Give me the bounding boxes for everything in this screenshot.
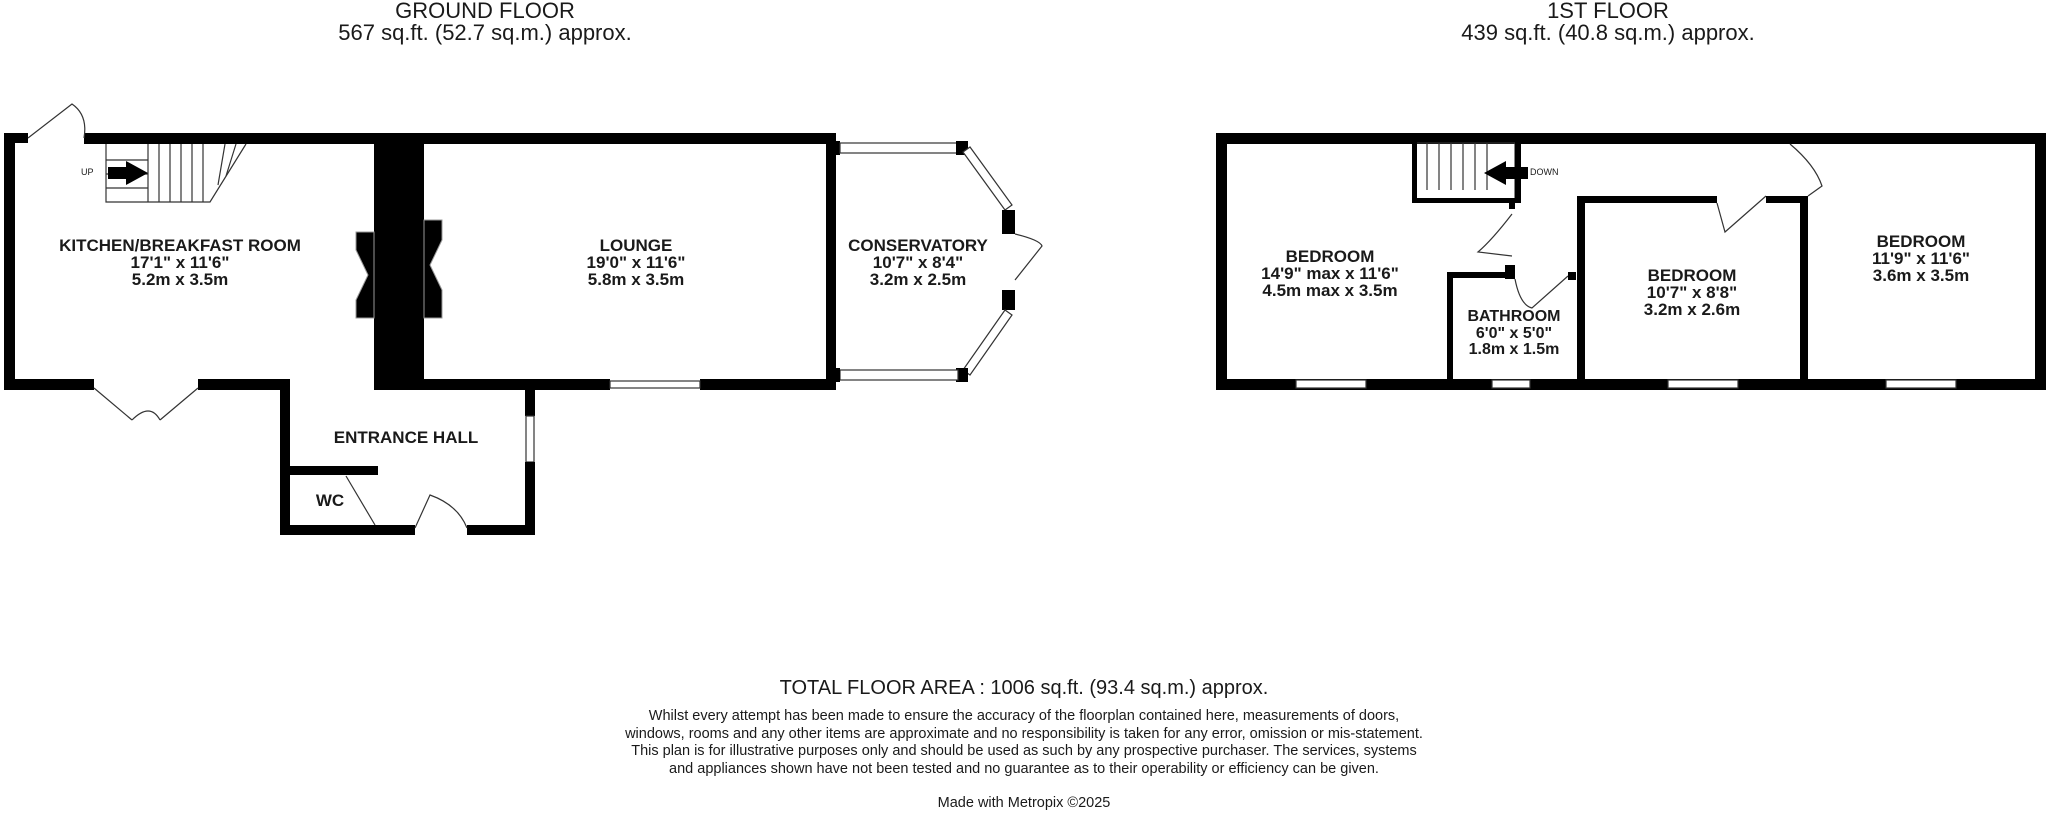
hall-wall <box>280 525 415 535</box>
wc-wall <box>280 466 378 475</box>
room-name: BEDROOM <box>1285 247 1375 266</box>
bathroom-wall <box>1505 265 1515 279</box>
bedroom-window <box>1296 380 1366 388</box>
first-floor-area: 439 sq.ft. (40.8 sq.m.) approx. <box>1461 20 1755 45</box>
room-name: ENTRANCE HALL <box>333 428 479 447</box>
room-imperial: 10'7" x 8'8" <box>1646 283 1738 302</box>
room-imperial: 17'1" x 11'6" <box>130 253 230 272</box>
ground-floor-plan <box>4 104 1042 535</box>
bedroom-wall <box>1577 196 1585 384</box>
hall-wall <box>525 462 535 535</box>
kitchen-wall <box>198 379 290 390</box>
bedroom-wall <box>1766 196 1802 203</box>
stairs-wall <box>1509 201 1515 209</box>
kitchen-wall <box>4 133 15 390</box>
lounge-wall <box>424 133 836 144</box>
total-floor-area: TOTAL FLOOR AREA : 1006 sq.ft. (93.4 sq.m.) approx. <box>779 677 1269 699</box>
room-entrance-hall-label <box>334 429 479 446</box>
bedroom-wall <box>1577 196 1717 203</box>
wc-door <box>346 476 375 525</box>
conservatory-door <box>1015 234 1042 280</box>
ground-floor-area: 567 sq.ft. (52.7 sq.m.) approx. <box>338 20 632 45</box>
conservatory-post <box>1002 290 1015 310</box>
kitchen-wall <box>84 133 374 144</box>
stairs-wall <box>1412 141 1417 203</box>
room-name: LOUNGE <box>599 236 673 255</box>
bedroom-window <box>1886 380 1956 388</box>
room-metric: 4.5m max x 3.5m <box>1262 281 1398 300</box>
room-bathroom-label <box>1467 309 1560 359</box>
outer-wall <box>1216 133 2045 144</box>
conservatory-window <box>840 370 958 380</box>
credit-text: Made with Metropix ©2025 <box>937 795 1111 811</box>
ground-floor-title: GROUND FLOOR <box>395 0 575 23</box>
room-imperial: 10'7" x 8'4" <box>872 253 964 272</box>
stairs-wall <box>1412 198 1521 203</box>
bedroom-door <box>1717 196 1766 232</box>
lounge-wall <box>826 133 836 390</box>
room-metric: 5.2m x 3.5m <box>131 270 229 289</box>
fireplace-right <box>424 220 442 318</box>
room-imperial: 11'9" x 11'6" <box>1872 249 1970 268</box>
bathroom-wall <box>1568 272 1576 280</box>
conservatory-window <box>840 143 958 153</box>
conservatory-post <box>826 368 840 382</box>
room-imperial: 14'9" max x 11'6" <box>1261 264 1399 283</box>
room-bedroom-3-label <box>1872 233 1970 284</box>
hall-wall <box>525 386 535 416</box>
kitchen-french-door <box>94 388 198 420</box>
lounge-window <box>610 381 700 388</box>
bathroom-wall <box>1447 272 1505 278</box>
hall-wall <box>280 386 290 535</box>
hall-window <box>526 416 534 462</box>
room-name: BEDROOM <box>1647 266 1737 285</box>
disclaimer-text: Whilst every attempt has been made to ensure the accuracy of the floorplan contained here, measurements of doors, windows, rooms and any other items are approximate and no responsibility is taken for any error, omission or mis-statement. This plan is for illustrative purposes only and should be used as such by any prospective purchaser. The services, systems and appliances shown have not been tested and no guarantee as to their operability or efficiency can be given. <box>625 708 1423 777</box>
room-metric: 3.6m x 3.5m <box>1872 266 1970 285</box>
room-imperial: 19'0" x 11'6" <box>586 253 686 272</box>
room-kitchen-label <box>59 237 301 288</box>
room-metric: 1.8m x 1.5m <box>1468 341 1560 358</box>
bathroom-wall <box>1447 272 1453 384</box>
bedroom-door <box>1790 144 1822 196</box>
hall-wall <box>467 525 535 535</box>
chimney-breast <box>374 133 424 390</box>
stairs-up-label: UP <box>81 167 94 177</box>
bedroom-wall <box>1800 196 1808 384</box>
front-door <box>415 495 467 528</box>
room-metric: 5.8m x 3.5m <box>587 270 685 289</box>
stairs-down-label: DOWN <box>1530 167 1559 177</box>
room-name: KITCHEN/BREAKFAST ROOM <box>59 236 301 255</box>
room-name: CONSERVATORY <box>848 236 988 255</box>
room-name: BATHROOM <box>1467 308 1561 325</box>
bedroom-window <box>1668 380 1738 388</box>
fireplace-left <box>356 232 374 318</box>
stairs-up-arrow <box>108 161 148 185</box>
stairs-down-arrow <box>1484 161 1528 185</box>
room-name: WC <box>315 491 345 510</box>
outer-wall <box>2035 133 2046 390</box>
kitchen-wall <box>4 379 94 390</box>
lounge-wall <box>700 379 836 390</box>
room-lounge-label <box>587 237 686 288</box>
kitchen-back-door <box>28 104 85 138</box>
room-bedroom-1-label <box>1261 248 1399 299</box>
room-wc-label <box>316 492 344 509</box>
conservatory-window <box>963 147 1012 210</box>
conservatory-window <box>963 310 1012 375</box>
room-imperial: 6'0" x 5'0" <box>1475 324 1553 342</box>
room-metric: 3.2m x 2.5m <box>869 270 967 289</box>
conservatory-post <box>826 141 840 155</box>
outer-wall <box>1216 133 1227 390</box>
room-conservatory-label <box>848 237 988 288</box>
bedroom-door <box>1478 214 1512 256</box>
wc-wall <box>366 470 378 475</box>
room-metric: 3.2m x 2.6m <box>1643 300 1741 319</box>
conservatory-post <box>1002 210 1015 234</box>
first-floor-title: 1ST FLOOR <box>1547 0 1669 23</box>
bathroom-door <box>1515 276 1568 308</box>
lounge-wall <box>424 379 610 390</box>
bathroom-window <box>1492 380 1530 388</box>
room-bedroom-2-label <box>1644 267 1740 318</box>
room-name: BEDROOM <box>1876 232 1966 251</box>
